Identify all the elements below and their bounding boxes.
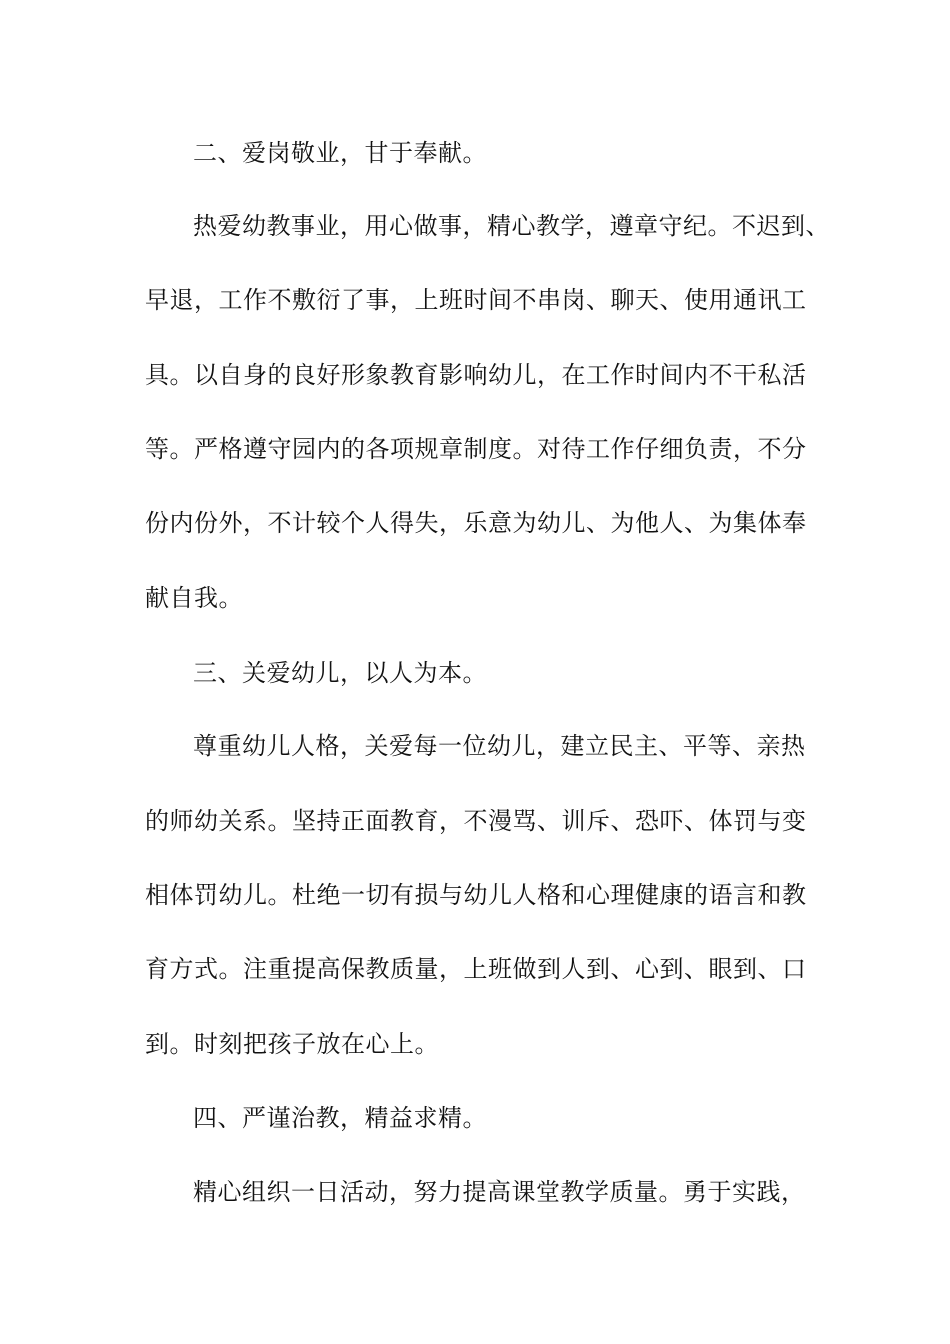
paragraph-line: 精心组织一日活动，努力提高课堂教学质量。勇于实践，: [193, 1178, 806, 1206]
paragraph-line: 早退，工作不敷衍了事，上班时间不串岗、聊天、使用通讯工: [145, 286, 807, 314]
paragraph-line: 献自我。: [145, 584, 243, 612]
section-heading-3: 三、关爱幼儿，以人为本。: [193, 659, 487, 687]
paragraph-line: 热爱幼教事业，用心做事，精心教学，遵章守纪。不迟到、: [193, 212, 830, 240]
paragraph-line: 到。时刻把孩子放在心上。: [145, 1030, 439, 1058]
paragraph-line: 份内份外，不计较个人得失，乐意为幼儿、为他人、为集体奉: [145, 509, 807, 537]
section-heading-2: 二、爱岗敬业，甘于奉献。: [193, 139, 487, 167]
section-heading-4: 四、严谨治教，精益求精。: [193, 1104, 487, 1132]
paragraph-line: 等。严格遵守园内的各项规章制度。对待工作仔细负责，不分: [145, 435, 807, 463]
paragraph-line: 相体罚幼儿。杜绝一切有损与幼儿人格和心理健康的语言和教: [145, 881, 807, 909]
paragraph-line: 尊重幼儿人格，关爱每一位幼儿，建立民主、平等、亲热: [193, 732, 806, 760]
paragraph-line: 具。以自身的良好形象教育影响幼儿，在工作时间内不干私活: [145, 361, 807, 389]
paragraph-line: 的师幼关系。坚持正面教育，不漫骂、训斥、恐吓、体罚与变: [145, 807, 807, 835]
paragraph-line: 育方式。注重提高保教质量，上班做到人到、心到、眼到、口: [145, 955, 807, 983]
